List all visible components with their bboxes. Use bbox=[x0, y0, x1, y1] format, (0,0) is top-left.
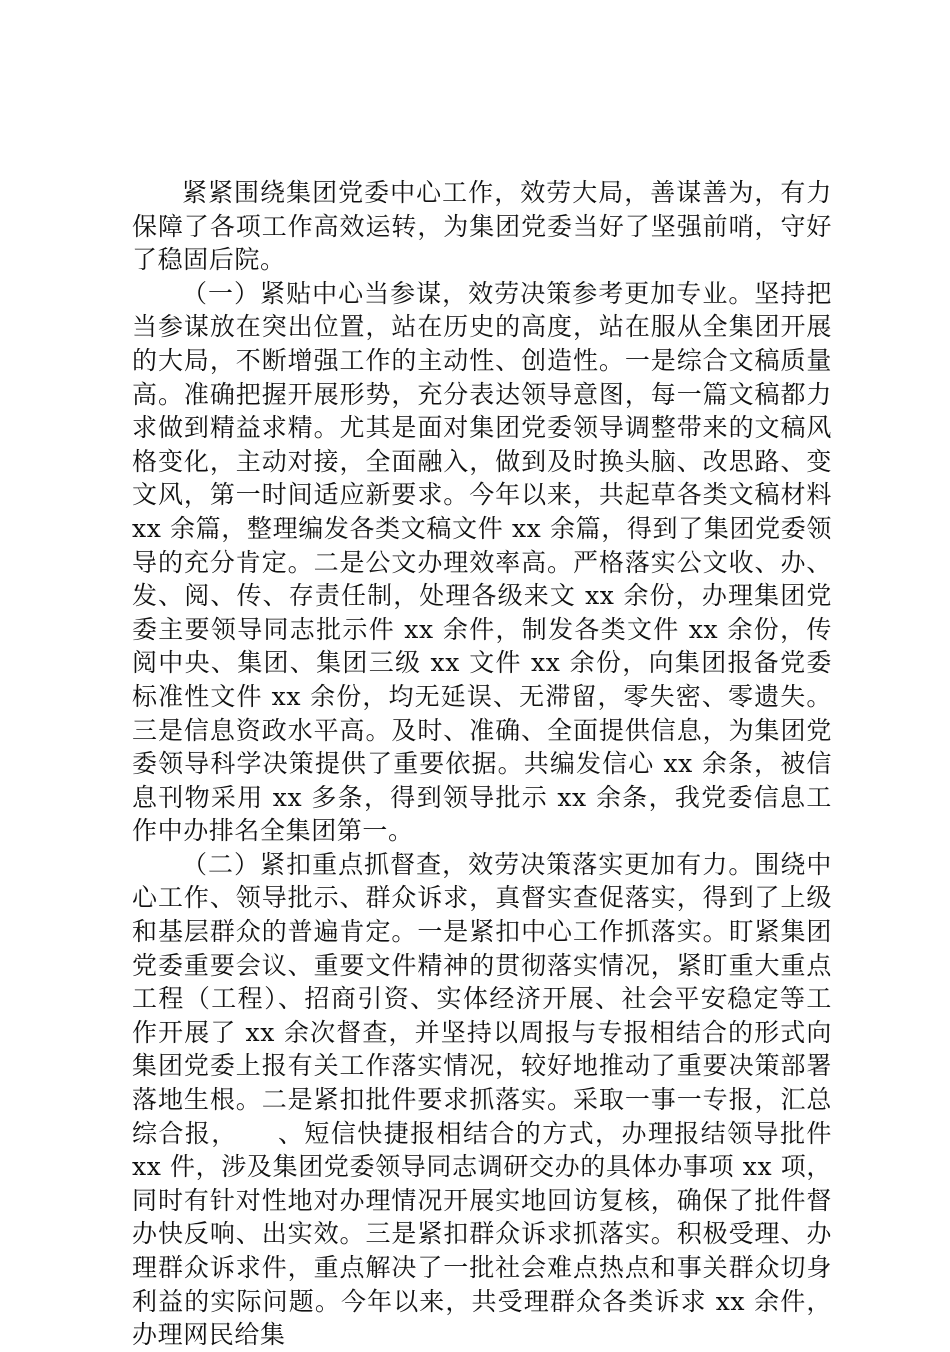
paragraph-intro: 紧紧围绕集团党委中心工作，效劳大局，善谋善为，有力保障了各项工作高效运转，为集团党委当好了坚强前哨，守好了稳固后院。 bbox=[132, 178, 832, 275]
document-body bbox=[132, 176, 832, 1352]
paragraph-section-2: （二）紧扣重点抓督查，效劳决策落实更加有力。围绕中心工作、领导批示、群众诉求，真督实查促落实，得到了上级和基层群众的普遍肯定。一是紧扣中心工作抓落实。盯紧集团党委重要会议、重要文件精神的贯彻落实情况，紧盯重大重点工程（工程）、招商引资、实体经济开展、社会平安稳定等工作开展了 xx 余次督查，并坚持以周报与专报相结合的形式向集团党委上报有关工作落实情况，较好地推动了重要决策部署落地生根。二是紧扣批件要求抓落实。采取一事一专报，汇总综合报， 、短信快捷报相结合的方式，办理报结领导批件 xx 件，涉及集团党委领导同志调研交办的具体办事项 xx 项，同时有针对性地对办理情况开展实地回访复核，确保了批件督办快反响、出实效。三是紧扣群众诉求抓落实。积极受理、办理群众诉求件，重点解决了一批社会难点热点和事关群众切身利益的实际问题。今年以来，共受理群众各类诉求 xx 余件，办理网民给集 bbox=[132, 849, 832, 1350]
paragraph-section-1: （一）紧贴中心当参谋，效劳决策参考更加专业。坚持把当参谋放在突出位置，站在历史的高度，站在服从全集团开展的大局，不断增强工作的主动性、创造性。一是综合文稿质量高。准确把握开展形势，充分表达领导意图，每一篇文稿都力求做到精益求精。尤其是面对集团党委领导调整带来的文稿风格变化，主动对接，全面融入，做到及时换头脑、改思路、变文风，第一时间适应新要求。今年以来，共起草各类文稿材料 xx 余篇，整理编发各类文稿文件 xx 余篇，得到了集团党委领导的充分肯定。二是公文办理效率高。严格落实公文收、办、发、阅、传、存责任制，处理各级来文 xx 余份，办理集团党委主要领导同志批示件 xx 余件，制发各类文件 xx 余份，传阅中央、集团、集团三级 xx 文件 xx 余份，向集团报备党委标准性文件 xx 余份，均无延误、无滞留，零失密、零遗失。三是信息资政水平高。及时、准确、全面提供信息，为集团党委领导科学决策提供了重要依据。共编发信心 xx 余条，被信息刊物采用 xx 多条，得到领导批示 xx 余条，我党委信息工作中办排名全集团第一。 bbox=[132, 278, 832, 846]
